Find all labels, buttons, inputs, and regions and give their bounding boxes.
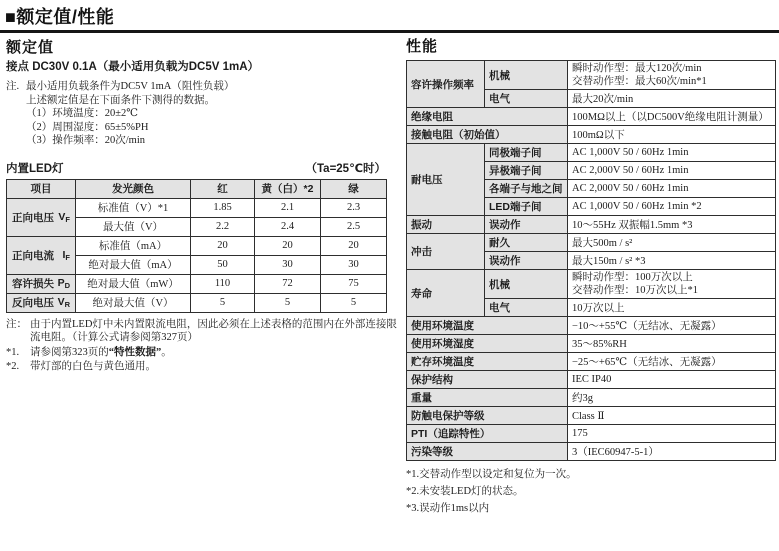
col-header-item: 项目 [7,179,76,198]
cell-label: 寿命 [407,270,485,317]
table-row [407,216,776,234]
cell-value: 100MΩ以上（以DC500V绝缘电阻计测量） [568,108,776,126]
group-name: 反向电压 [12,297,54,309]
cell-label: 最大值（V） [76,217,191,236]
rated-subtitle: 接点 DC30V 0.1A（最小适用负载为DC5V 1mA） [6,61,260,73]
cell-value: 20 [191,236,255,255]
cell-label: 绝对最大值（mA） [76,255,191,274]
group-symbol: $V_F$ [58,210,70,224]
cell-sublabel: 电气 [485,299,568,317]
cell-value: AC 1,000V 50 / 60Hz 1min [568,144,776,162]
group-symbol: $I_F$ [62,248,70,262]
table-header-row [7,179,387,198]
table-row [407,371,776,389]
cell-label: 使用环境温度 [407,317,568,335]
rated-title: 额定值 [6,39,55,56]
cell-label: 防触电保护等级 [407,407,568,425]
table-row [7,274,387,293]
rated-section [0,33,399,375]
table-row [407,61,776,90]
cell-value: IEC IP40 [568,371,776,389]
cell-label: 污染等级 [407,443,568,461]
group-cell [7,293,76,312]
note-line [6,318,399,345]
performance-notes [406,466,779,517]
cell-sublabel: 同极端子间 [485,144,568,162]
note-line [6,346,399,360]
cell-label: 耐电压 [407,144,485,216]
cell-value: 3（IEC60947-5-1） [568,443,776,461]
cell-label: 绝对最大值（mW） [76,274,191,293]
cell-value: AC 2,000V 50 / 60Hz 1min [568,162,776,180]
note-line: *2.未安装LED灯的状态。 [406,486,524,497]
cell-sublabel: LED端子间 [485,198,568,216]
cell-value: Class Ⅱ [568,407,776,425]
table-row [407,407,776,425]
led-title: 内置LED灯 [6,162,64,175]
group-symbol: $P_D$ [57,277,70,290]
group-name: 正向电压 [12,211,54,224]
cell-label: 重量 [407,389,568,407]
col-header-color: 发光颜色 [76,179,191,198]
note-text: 带灯部的白色与黄色通用。 [30,361,156,372]
cell-sublabel: 电气 [485,90,568,108]
cell-label: PTI（追踪特性） [407,425,568,443]
group-name: 容许损失 [12,278,54,290]
group-cell [7,198,76,236]
cell-value: 20 [321,236,387,255]
table-row [7,293,387,312]
group-symbol: $V_R$ [57,296,70,309]
cell-value: 5 [255,293,321,312]
cell-label: 标准值（mA） [76,236,191,255]
cell-value: 瞬时动作型：100万次以上 交替动作型：10万次以上*1 [568,270,776,299]
col-header-red: 红 [191,179,255,198]
cell-value: 30 [255,255,321,274]
cell-value: 100mΩ以下 [568,126,776,144]
table-row [407,353,776,371]
cell-sublabel: 机械 [485,270,568,299]
table-row [407,126,776,144]
rated-note-line: 上述额定值是在下面条件下测得的数据。 [26,94,215,106]
cell-value: 最大20次/min [568,90,776,108]
cell-value: 2.4 [255,217,321,236]
rated-notes [6,80,399,148]
table-row [407,389,776,407]
cell-sublabel: 机械 [485,61,568,90]
cell-value: 2.5 [321,217,387,236]
cell-sublabel: 各端子与地之间 [485,180,568,198]
cell-label: 容许操作频率 [407,61,485,108]
led-table [6,179,387,313]
table-row [407,425,776,443]
cell-value: 10万次以上 [568,299,776,317]
table-row [407,335,776,353]
cell-value: 72 [255,274,321,293]
rated-note-line [6,80,399,94]
cell-label: 绝缘电阻 [407,108,568,126]
performance-table [406,60,776,461]
cell-value: 35～85%RH [568,335,776,353]
cell-value: 75 [321,274,387,293]
cell-value: 2.1 [255,198,321,217]
cell-value: 最大500m / s² [568,234,776,252]
group-cell [7,274,76,293]
cell-sublabel: 误动作 [485,216,568,234]
page-header [0,0,779,29]
page-title: ■额定值/性能 [5,7,115,27]
led-table-header [6,160,386,176]
led-condition: （Ta=25℃时） [305,162,386,175]
cell-sublabel: 异极端子间 [485,162,568,180]
cell-value: 最大150m / s² *3 [568,252,776,270]
cell-label: 接触电阻（初始值） [407,126,568,144]
content-columns [0,33,779,517]
note-line: *3.误动作1ms以内 [406,503,490,514]
condition-line: （1）环境温度：20±2℃ [26,108,139,119]
cell-label: 使用环境湿度 [407,335,568,353]
table-row [407,108,776,126]
cell-value: 2.2 [191,217,255,236]
performance-section [399,33,779,517]
cell-label: 冲击 [407,234,485,270]
note-prefix: 注. [6,81,20,92]
cell-value: 瞬时动作型：最大120次/min 交替动作型：最大60次/min*1 [568,61,776,90]
note-text: 最小适用负载条件为DC5V 1mA（阻性负载） [26,81,235,92]
col-header-green: 绿 [321,179,387,198]
note-line: *1.交替动作型以设定和复位为一次。 [406,469,577,480]
table-row [407,443,776,461]
cell-value: AC 2,000V 50 / 60Hz 1min [568,180,776,198]
cell-label: 振动 [407,216,485,234]
cell-value: 10～55Hz 双振幅1.5mm *3 [568,216,776,234]
group-name: 正向电流 [12,249,54,262]
table-row [407,317,776,335]
table-row [407,270,776,299]
cell-value: 1.85 [191,198,255,217]
cell-value: −10～+55℃（无结冰、无凝露） [568,317,776,335]
table-row [407,144,776,162]
note-prefix: *1. [6,346,20,358]
note-text: 请参阅第323页的“特性数据”。 [30,346,172,358]
cell-value: 20 [255,236,321,255]
cell-value: 110 [191,274,255,293]
note-prefix: 注： [6,318,27,330]
cell-label: 保护结构 [407,371,568,389]
cell-label: 标准值（V）*1 [76,198,191,217]
table-row [7,198,387,217]
group-cell [7,236,76,274]
note-prefix: *2. [6,361,20,372]
note-text: 由于内置LED灯中未内置限流电阻，因此必须在上述表格的范围内在外部连接限流电阻。（计算公式请参阅第327页） [30,318,397,343]
performance-title: 性能 [406,38,439,55]
table-row [7,236,387,255]
cell-value: 30 [321,255,387,274]
col-header-yellow: 黄（白）*2 [255,179,321,198]
cell-label: 绝对最大值（V） [76,293,191,312]
condition-line: （2）周围湿度：65±5%PH [26,121,149,133]
led-notes [6,318,399,374]
cell-value: 50 [191,255,255,274]
cell-value: AC 1,000V 50 / 60Hz 1min *2 [568,198,776,216]
cell-value: 2.3 [321,198,387,217]
cell-label: 贮存环境温度 [407,353,568,371]
cell-value: 5 [321,293,387,312]
cell-sublabel: 误动作 [485,252,568,270]
note-line [6,360,399,374]
cell-sublabel: 耐久 [485,234,568,252]
cell-value: 约3g [568,389,776,407]
cell-value: 175 [568,425,776,443]
condition-line: （3）操作频率：20次/min [26,135,146,146]
cell-value: 5 [191,293,255,312]
table-row [407,234,776,252]
cell-value: −25～+65℃（无结冰、无凝露） [568,353,776,371]
